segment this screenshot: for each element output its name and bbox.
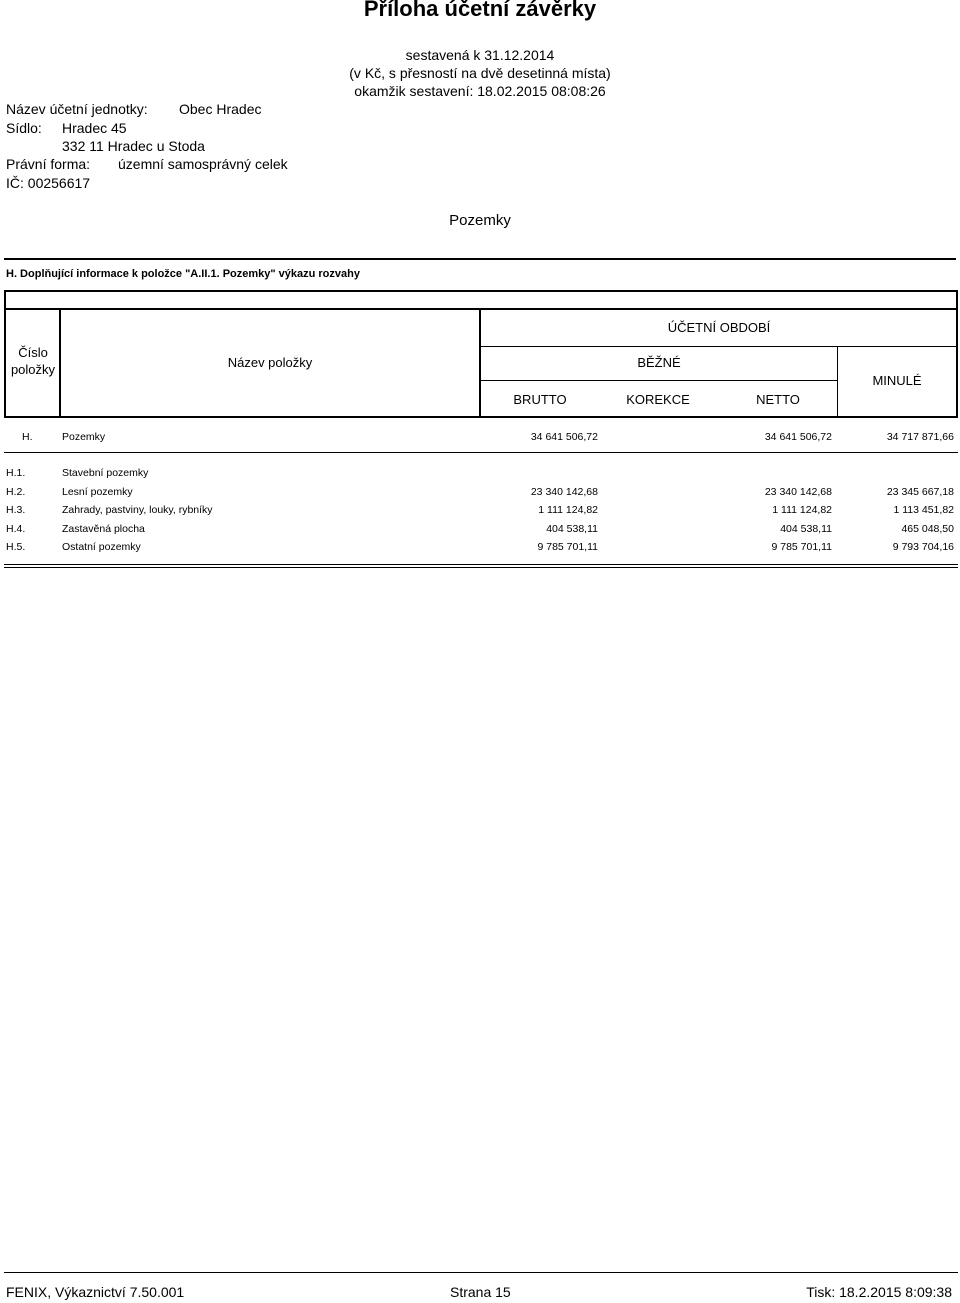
row-code: H. <box>22 431 33 443</box>
row-previous: 23 345 667,18 <box>886 486 954 498</box>
row-netto: 1 111 124,82 <box>772 504 832 516</box>
column-header-period: ÚČETNÍ OBDOBÍ <box>667 320 771 335</box>
column-header-netto: NETTO <box>756 392 800 407</box>
row-netto: 9 785 701,11 <box>771 541 832 553</box>
footer-software: FENIX, Výkaznictví 7.50.001 <box>6 1284 185 1300</box>
table-bottom-rule-1 <box>4 564 958 565</box>
table-top-border <box>4 290 958 292</box>
entity-name: Obec Hradec <box>179 101 262 117</box>
legal-form-label: Právní forma: <box>6 156 91 172</box>
row-name: Ostatní pozemky <box>62 541 141 553</box>
row-name: Pozemky <box>62 431 106 443</box>
row-name: Zastavěná plocha <box>62 523 145 535</box>
row-netto: 404 538,11 <box>780 523 832 535</box>
seat-line1: Hradec 45 <box>62 120 127 136</box>
current-line <box>480 380 838 381</box>
column-header-number-line1: Číslo <box>18 345 48 360</box>
row-previous: 9 793 704,16 <box>892 541 954 553</box>
table-bottom-rule-2 <box>4 567 958 568</box>
row-brutto: 23 340 142,68 <box>530 486 598 498</box>
row-netto: 23 340 142,68 <box>764 486 832 498</box>
ic-number: IČ: 00256617 <box>6 175 91 191</box>
column-header-number <box>6 344 60 378</box>
column-header-previous: MINULÉ <box>872 373 922 388</box>
row-code: H.4. <box>6 523 26 535</box>
legal-form: územní samosprávný celek <box>118 156 288 172</box>
seat-label: Sídlo: <box>6 120 42 136</box>
subheading: H. Doplňující informace k položce "A.II.1. Pozemky" výkazu rozvahy <box>6 268 360 280</box>
document-title: Příloha účetní závěrky <box>363 0 597 21</box>
table-header-line <box>4 308 958 310</box>
row-name: Lesní pozemky <box>62 486 133 498</box>
units-note: (v Kč, s přesností na dvě desetinná místa) <box>349 65 611 81</box>
row-brutto: 404 538,11 <box>546 523 598 535</box>
footer-print-date: Tisk: 18.2.2015 8:09:38 <box>806 1284 952 1300</box>
total-divider <box>4 452 958 453</box>
seat-line2: 332 11 Hradec u Stoda <box>62 138 205 154</box>
compiled-date: sestavená k 31.12.2014 <box>405 47 555 63</box>
row-name: Stavební pozemky <box>62 467 149 479</box>
row-previous: 465 048,50 <box>901 523 954 535</box>
column-header-korekce: KOREKCE <box>626 392 690 407</box>
row-brutto: 1 111 124,82 <box>538 504 598 516</box>
footer-page-number: Strana 15 <box>450 1284 511 1300</box>
entity-name-label: Název účetní jednotky: <box>6 101 148 117</box>
period-line <box>480 346 958 347</box>
row-previous: 34 717 871,66 <box>886 431 954 443</box>
column-header-current: BĚŽNÉ <box>637 355 681 370</box>
compiled-moment: okamžik sestavení: 18.02.2015 08:08:26 <box>354 83 606 99</box>
column-header-brutto: BRUTTO <box>513 392 567 407</box>
row-code: H.1. <box>6 467 26 479</box>
column-header-name: Název položky <box>227 355 313 370</box>
row-code: H.5. <box>6 541 26 553</box>
table-header-bottom <box>4 416 958 418</box>
row-name: Zahrady, pastviny, louky, rybníky <box>62 504 213 516</box>
row-previous: 1 113 451,82 <box>893 504 954 516</box>
row-brutto: 34 641 506,72 <box>530 431 598 443</box>
section-divider <box>4 258 956 260</box>
row-netto: 34 641 506,72 <box>764 431 832 443</box>
column-header-number-line2: položky <box>10 362 56 377</box>
footer-divider <box>4 1272 958 1273</box>
row-code: H.2. <box>6 486 26 498</box>
row-brutto: 9 785 701,11 <box>537 541 598 553</box>
section-title: Pozemky <box>449 212 511 229</box>
row-code: H.3. <box>6 504 26 516</box>
